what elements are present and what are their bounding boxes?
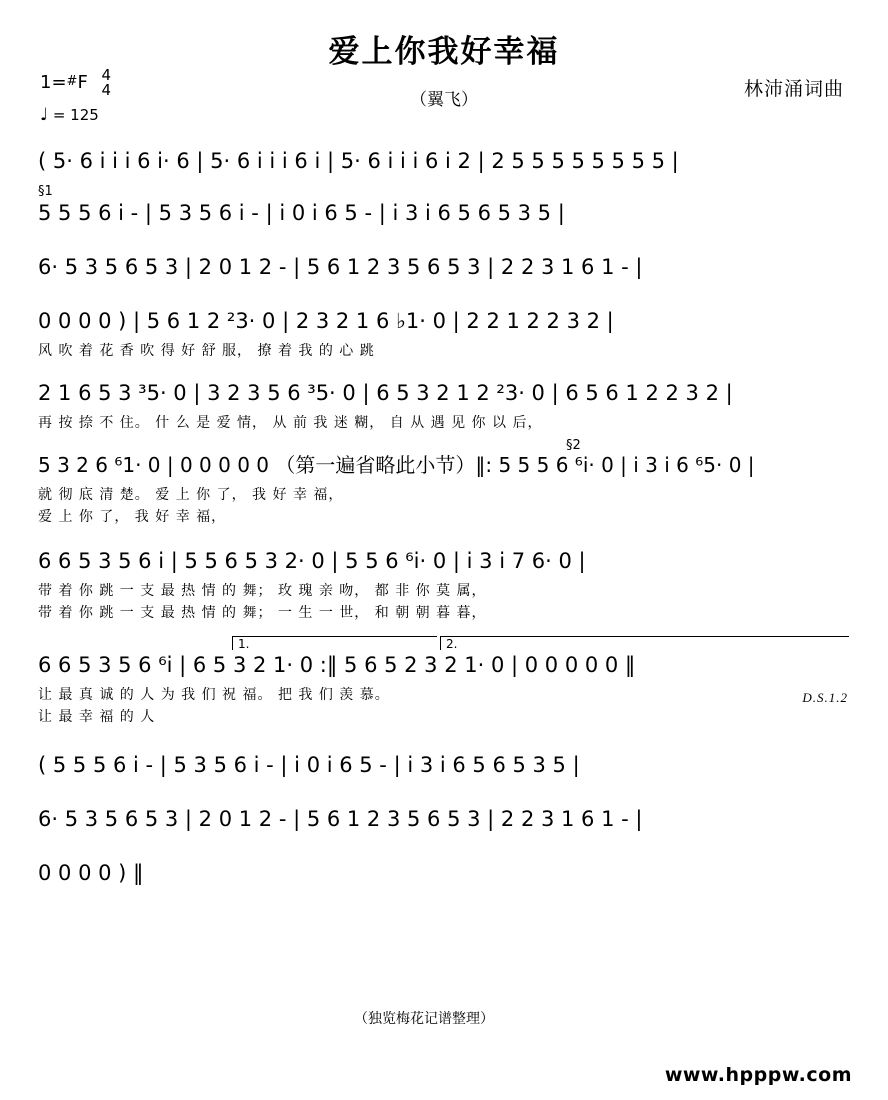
key-signature — [40, 68, 111, 98]
system-2-notes: 5 5 5 6 i - | 5 3 5 6 i - | i 0 i 6 5 - | i 3 i 6 5 6 5 3 5 | — [38, 201, 565, 225]
system-7-lyrics-verse1: 带 着 你 跳 一 支 最 热 情 的 舞； 玫 瑰 亲 吻， 都 非 你 莫 属， — [38, 583, 487, 599]
system-9 — [0, 750, 888, 784]
system-9-notes: ( 5 5 5 6 i - | 5 3 5 6 i - | i 0 i 6 5 - | i 3 i 6 5 6 5 3 5 | — [38, 753, 580, 777]
system-5-notes: 2 1 6 5 3 ³5· 0 | 3 2 3 5 6 ³5· 0 | 6 5 3 2 1 2 ²3· 0 | 6 5 6 1 2 2 3 2 | — [38, 381, 733, 405]
system-5 — [0, 378, 888, 434]
system-5-lyrics: 再 按 捺 不 住。 什 么 是 爱 情， 从 前 我 迷 糊， 自 从 遇 见 你 以 后， — [38, 415, 543, 431]
tempo-marking — [40, 105, 99, 125]
system-6 — [0, 438, 888, 528]
system-7 — [0, 546, 888, 624]
system-1-notes: ( 5· 6 i i i 6 i· 6 | 5· 6 i i i 6 i | 5· 6 i i i 6 i 2 | 2 5 5 5 5 5 5 5 5 | — [38, 149, 679, 173]
system-3-notes: 6· 5 3 5 6 5 3 | 2 0 1 2 - | 5 6 1 2 3 5 6 5 3 | 2 2 3 1 6 1 - | — [38, 255, 643, 279]
volta-1-label: 1. — [238, 637, 250, 651]
volta-2-label: 2. — [446, 637, 458, 651]
system-8 — [0, 637, 888, 728]
key-note: F — [77, 71, 88, 93]
site-watermark: www.hpppw.com — [664, 1064, 852, 1086]
system-3 — [0, 252, 888, 286]
system-4-lyrics: 风 吹 着 花 香 吹 得 好 舒 服， 撩 着 我 的 心 跳 — [38, 343, 375, 359]
transcriber-credit: （独览梅花记谱整理） — [354, 1011, 494, 1027]
page-title: 爱上你我好幸福 — [328, 34, 560, 70]
system-4 — [0, 306, 888, 362]
quarter-note-icon: ♩ — [40, 105, 49, 125]
system-2 — [0, 184, 888, 232]
subtitle: （翼飞） — [410, 90, 478, 110]
volta-1-bracket — [232, 636, 437, 650]
system-7-notes: 6 6 5 3 5 6 i | 5 5 6 5 3 2· 0 | 5 5 6 ⁶i· 0 | i 3 i 7 6· 0 | — [38, 549, 586, 573]
system-10-notes: 6· 5 3 5 6 5 3 | 2 0 1 2 - | 5 6 1 2 3 5 6 5 3 | 2 2 3 1 6 1 - | — [38, 807, 643, 831]
system-8-lyrics-verse1: 让 最 真 诚 的 人 为 我 们 祝 福。 把 我 们 羡 慕。 — [38, 687, 390, 703]
system-4-notes: 0 0 0 0 ) | 5 6 1 2 ²3· 0 | 2 3 2 1 6 ♭1· 0 | 2 2 1 2 2 3 2 | — [38, 309, 614, 333]
system-8-notes: 6 6 5 3 5 6 ⁶i | 6 5 3 2 1· 0 :‖ 5 6 5 2 3 2 1· 0 | 0 0 0 0 0 ‖ — [38, 653, 636, 677]
key-label: 1= — [40, 71, 67, 93]
system-6-lyrics-verse2: 爱 上 你 了， 我 好 幸 福， — [38, 509, 227, 525]
key-sharp: # — [66, 73, 78, 89]
system-11 — [0, 858, 888, 892]
ds-marking: D.S.1.2 — [802, 690, 848, 705]
system-10 — [0, 804, 888, 838]
system-8-lyrics-verse2: 让 最 幸 福 的 人 — [38, 709, 156, 725]
volta-2-bracket — [440, 636, 849, 650]
meter-numerator: 4 — [101, 66, 112, 84]
composer-credit: 林沛涌词曲 — [743, 78, 844, 100]
system-11-notes: 0 0 0 0 ) ‖ — [38, 861, 144, 885]
segno-2-icon: §2 — [566, 438, 581, 453]
system-6-lyrics-verse1: 就 彻 底 清 楚。 爱 上 你 了， 我 好 幸 福， — [38, 487, 344, 503]
segno-1-icon: §1 — [38, 184, 53, 199]
system-7-lyrics-verse2: 带 着 你 跳 一 支 最 热 情 的 舞； 一 生 一 世， 和 朝 朝 暮 暮， — [38, 605, 487, 621]
meter-denominator: 4 — [101, 81, 112, 100]
system-1 — [0, 146, 888, 180]
tempo-value: = 125 — [52, 106, 99, 124]
system-6-notes: 5 3 2 6 ⁶1· 0 | 0 0 0 0 0 （第一遍省略此小节）‖: 5 5 5 6 ⁶i· 0 | i 3 i 6 ⁶5· 0 | — [38, 453, 755, 477]
time-signature — [102, 68, 112, 98]
